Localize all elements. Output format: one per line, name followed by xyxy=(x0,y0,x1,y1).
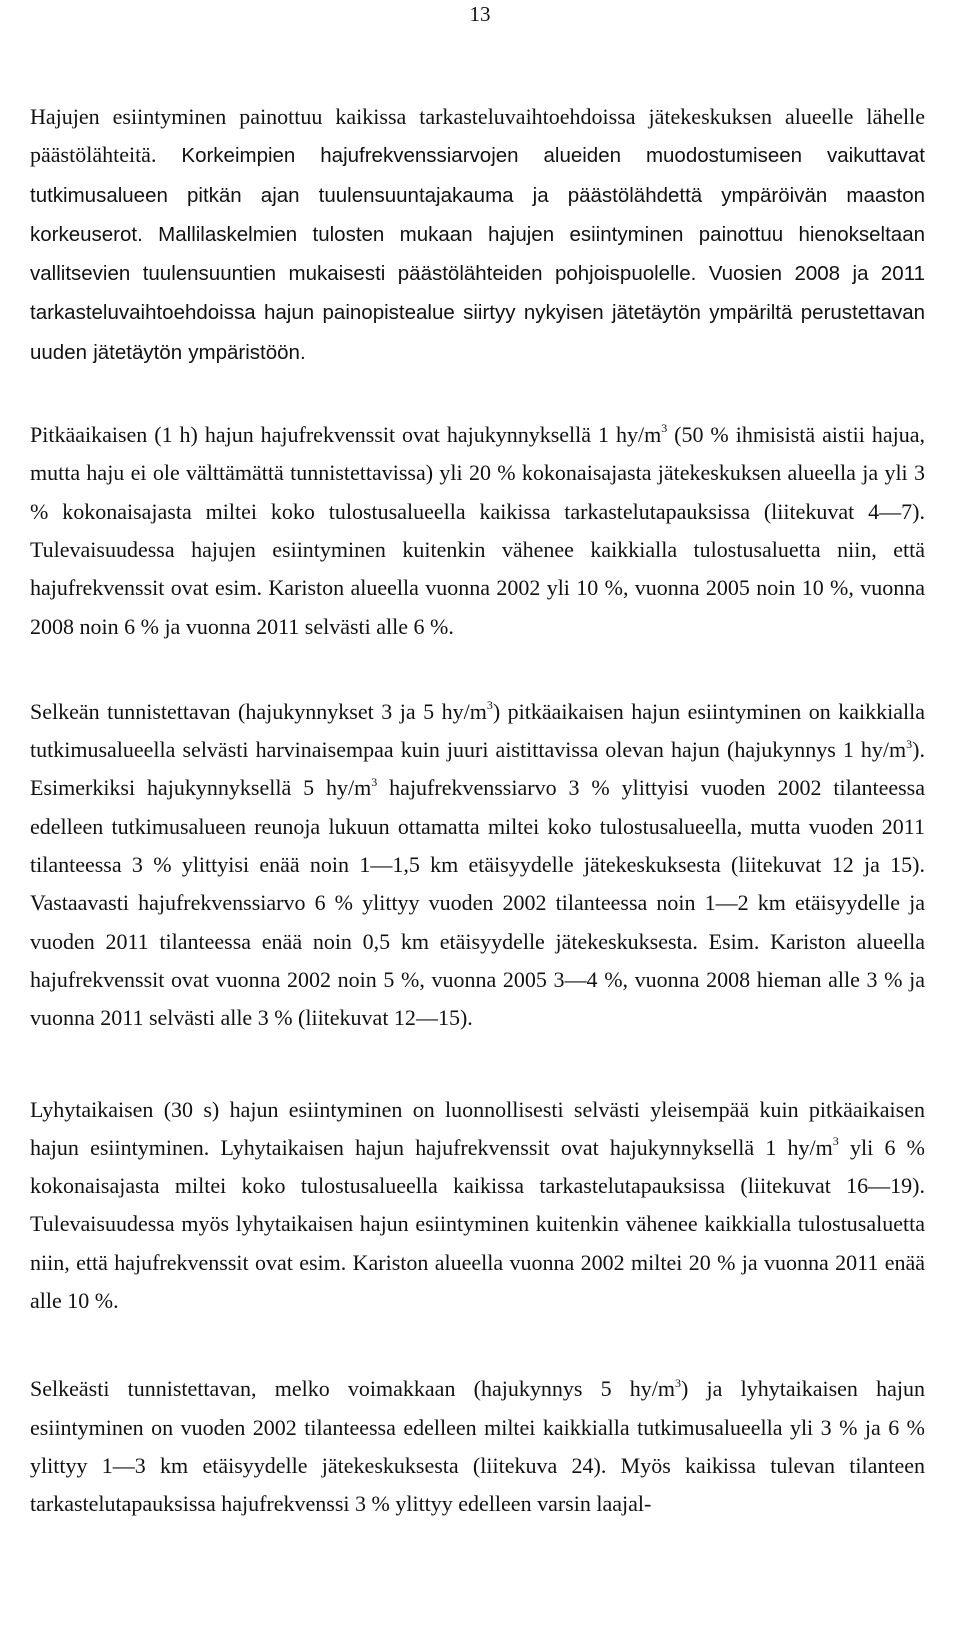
range-dash: — xyxy=(112,1452,135,1478)
paragraph-4-text-a: Lyhytaikaisen (30 s) hajun esiintyminen on luonnollisesti selvästi yleisempää kuin pitkäaikaisen hajun esiintyminen. Lyhytaikaisen hajun hajufrekvenssit ovat hajukynnyksellä 1 hy/m xyxy=(30,1096,925,1160)
range-dash: — xyxy=(415,1005,438,1031)
paragraph-3-text-b: ) pitkäaikaisen hajun esiintyminen on kaikkialla tutkimusalueella selvästi harvinaisempaa kuin juuri aistittavissa olevan hajun (hajukynnys 1 hy/m xyxy=(30,698,925,763)
paragraph-4-text-b: yli 6 % kokonaisajasta miltei koko tulostusalueella kaikissa tarkastelutapauksissa (liitekuvat 16 xyxy=(30,1134,925,1199)
range-dash: — xyxy=(868,1173,891,1199)
paragraph-2-text-b: (50 % ihmisistä aistii hajua, mutta haju ei ole välttämättä tunnistettavissa) yli 20 % kokonaisajasta jätekeskuksen alueella ja yli 3 % kokonaisajasta miltei koko tulostusalueella kaikissa tarkastelutapauksissa (liitekuvat 4 xyxy=(30,422,925,524)
page-number: 13 xyxy=(469,2,491,26)
paragraph-1 xyxy=(30,98,925,372)
superscript: 3 xyxy=(371,774,378,789)
paragraph-3-text-g: 4 %, vuonna 2008 hieman alle 3 % ja vuonna 2011 selvästi alle 3 % (liitekuvat 12 xyxy=(30,966,925,1031)
paragraph-3 xyxy=(30,693,925,1038)
paragraph-2 xyxy=(30,416,925,646)
superscript: 3 xyxy=(906,736,913,751)
paragraph-2-text-a: Pitkäaikaisen (1 h) hajun hajufrekvenssit ovat hajukynnyksellä 1 hy/m xyxy=(30,422,662,448)
paragraph-5 xyxy=(30,1370,925,1523)
paragraph-3-text-c: ). Esimerkiksi hajukynnyksellä 5 hy/m xyxy=(30,737,925,801)
superscript: 3 xyxy=(486,698,493,713)
paragraph-3-text-f: 2 km etäisyydelle ja vuoden 2011 tilanteessa enää noin 0,5 km etäisyydelle jätekeskuksesta. Esim. Kariston alueella hajufrekvenssit ovat vuonna 2002 noin 5 %, vuonna 2005 3 xyxy=(30,890,925,992)
range-dash: — xyxy=(715,890,738,916)
paragraph-4-text-c: 19). Tulevaisuudessa myös lyhytaikaisen hajun esiintyminen kuitenkin vähenee kaikkialla tulostusaluetta niin, että hajufrekvenssit ovat esim. Kariston alueella vuonna 2002 miltei 20 % ja vuonna 2011 enää alle 10 %. xyxy=(30,1173,925,1314)
superscript: 3 xyxy=(675,1375,682,1390)
paragraph-2-text-c: 7). Tulevaisuudessa hajujen esiintyminen kuitenkin vähenee kaikkialla tulostusaluetta niin, että hajufrekvenssit ovat esim. Kariston alueella vuonna 2002 yli 10 %, vuonna 2005 noin 10 %, vuonna 2008 noin 6 % ja vuonna 2011 selvästi alle 6 %. xyxy=(30,498,925,639)
range-dash: — xyxy=(564,966,587,992)
paragraph-5-text-c: 3 km etäisyydelle jätekeskuksesta (liitekuva 24). Myös kaikissa tulevan tilanteen tarkastelutapauksissa hajufrekvenssi 3 % ylittyy edelleen varsin laajal- xyxy=(30,1452,926,1517)
paragraph-3-text-a: Selkeän tunnistettavan (hajukynnykset 3 ja 5 hy/m xyxy=(30,698,487,724)
paragraph-5-text-b: ) ja lyhytaikaisen hajun esiintyminen on vuoden 2002 tilanteessa edelleen miltei kaikkialla tutkimusalueella yli 3 % ja 6 % ylittyy 1 xyxy=(30,1376,926,1478)
paragraph-5-text-a: Selkeästi tunnistettavan, melko voimakkaan (hajukynnys 5 hy/m xyxy=(30,1376,676,1402)
superscript: 3 xyxy=(832,1134,839,1149)
paragraph-3-text-d: hajufrekvenssiarvo 3 % ylittyisi vuoden 2002 tilanteessa edelleen tutkimusalueen reunoja lukuun ottamatta miltei koko tulostusalueella, mutta vuoden 2011 tilanteessa 3 % ylittyisi enää noin 1 xyxy=(30,775,925,878)
paragraph-3-text-h: 15). xyxy=(437,1005,473,1031)
paragraph-1-sans-text: Korkeimpien hajufrekvenssiarvojen alueiden muodostumiseen vaikuttavat tutkimusalueen pitkän ajan tuulensuuntajakauma ja päästölähdettä ympäröivän maaston korkeuserot. Mallilaskelmien tulosten mukaan hajujen esiintyminen painottuu hienokseltaan vallitsevien tuulensuuntien mukaisesti päästölähteiden pohjoispuolelle. Vuosien 2008 ja 2011 tarkasteluvaihtoehdoissa hajun painopistealue siirtyy nykyisen jätetäytön ympäriltä perustettavan uuden jätetäytön ympäristöön. xyxy=(30,144,925,364)
paragraph-3-text-e: 1,5 km etäisyydelle jätekeskuksesta (liitekuvat 12 ja 15). Vastaavasti hajufrekvenssiarvo 6 % ylittyy vuoden 2002 tilanteessa noin 1 xyxy=(30,852,925,916)
paragraph-4 xyxy=(30,1091,925,1321)
range-dash: — xyxy=(879,498,902,524)
document-body xyxy=(30,98,925,1570)
range-dash: — xyxy=(370,852,393,878)
paragraph-1-serif-text: Hajujen esiintyminen painottuu kaikissa tarkasteluvaihtoehdoissa jätekeskuksen alueelle lähelle päästölähteitä. xyxy=(30,104,925,168)
superscript: 3 xyxy=(661,421,668,436)
